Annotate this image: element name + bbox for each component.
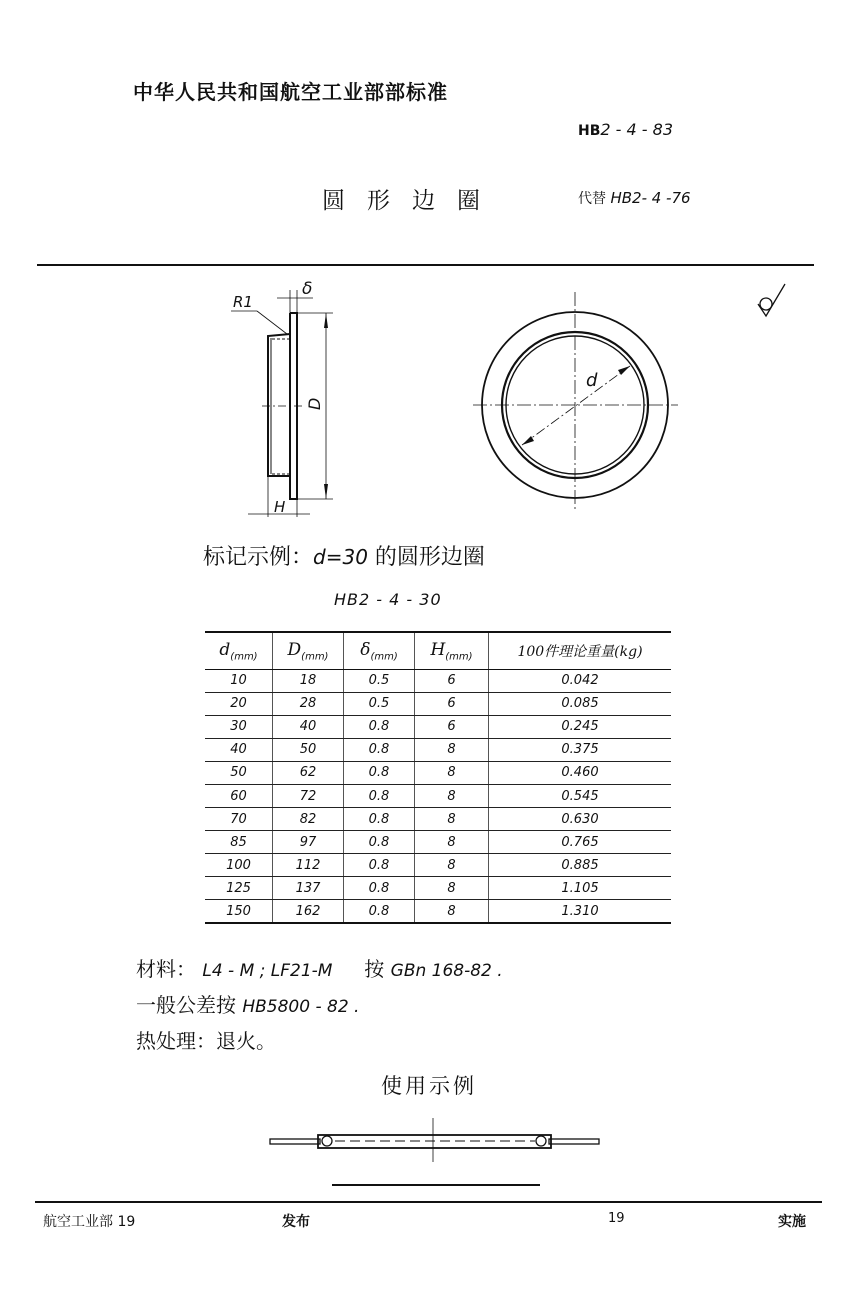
table-row: 40 50 0.8 8 0.375 xyxy=(205,738,671,761)
material-note: 材料： L4 - M ; LF21-M 按 GBn 168-82 . xyxy=(136,957,503,981)
table-row: 50 62 0.8 8 0.460 xyxy=(205,761,671,784)
marking-example-label: 标记示例： xyxy=(203,545,314,570)
header-delta: $\delta_{(mm)}$ xyxy=(344,632,415,669)
table-row: 70 82 0.8 8 0.630 xyxy=(205,808,671,831)
usage-example-drawing xyxy=(270,1118,599,1162)
table-row: 10 18 0.5 6 0.042 xyxy=(205,669,671,692)
outer-diameter-label: D xyxy=(305,397,324,410)
table-row: 20 28 0.5 6 0.085 xyxy=(205,692,671,715)
footer-issued: 发布 xyxy=(282,1214,310,1230)
marking-suffix: 的圆形边圈 xyxy=(374,545,485,570)
header-weight: 100件理论重量(kg) xyxy=(489,632,672,669)
usage-example-underline xyxy=(332,1184,540,1186)
standard-prefix: HB xyxy=(578,123,601,139)
heat-treatment-note: 热处理：退火。 xyxy=(136,1029,276,1053)
table-row: 60 72 0.8 8 0.545 xyxy=(205,784,671,807)
footer-implemented: 实施 xyxy=(778,1214,806,1230)
technical-notes xyxy=(136,952,503,1058)
dimension-table xyxy=(205,631,671,924)
header-H: $H_{(mm)}$ xyxy=(415,632,489,669)
marking-code: HB2 - 4 - 30 xyxy=(334,590,442,609)
marking-condition: d=30 xyxy=(313,545,368,569)
thickness-label: δ xyxy=(302,279,313,299)
table-header-row xyxy=(205,632,671,669)
standard-code: 2 - 4 - 83 xyxy=(600,120,673,139)
table-row: 100 112 0.8 8 0.885 xyxy=(205,854,671,877)
tolerance-note: 一般公差按 HB5800 - 82 . xyxy=(136,993,360,1017)
footer-page-number: 19 xyxy=(608,1211,625,1226)
height-label: H xyxy=(274,498,286,516)
table-row: 85 97 0.8 8 0.765 xyxy=(205,831,671,854)
radius-label: R1 xyxy=(233,293,253,311)
document-title: 圆形边圈 xyxy=(322,188,502,214)
table-row: 150 162 0.8 8 1.310 xyxy=(205,900,671,923)
replaces-code: HB2- 4 -76 xyxy=(610,189,691,207)
header-d: $d_{(mm)}$ xyxy=(205,632,273,669)
organization-title: 中华人民共和国航空工业部部标准 xyxy=(133,80,448,104)
front-view-drawing xyxy=(473,292,678,512)
header-D: $D_{(mm)}$ xyxy=(273,632,344,669)
marking-example xyxy=(203,540,485,571)
table-row: 30 40 0.8 6 0.245 xyxy=(205,715,671,738)
footer-divider xyxy=(35,1201,822,1203)
usage-example-title: 使用示例 xyxy=(381,1074,477,1098)
table-row: 125 137 0.8 8 1.105 xyxy=(205,877,671,900)
surface-finish-icon xyxy=(758,284,785,316)
replaces-label: 代替 xyxy=(578,191,606,207)
footer-ministry: 航空工业部 19 xyxy=(43,1214,136,1230)
side-view-labels xyxy=(233,279,324,516)
inner-diameter-label: d xyxy=(586,370,598,391)
